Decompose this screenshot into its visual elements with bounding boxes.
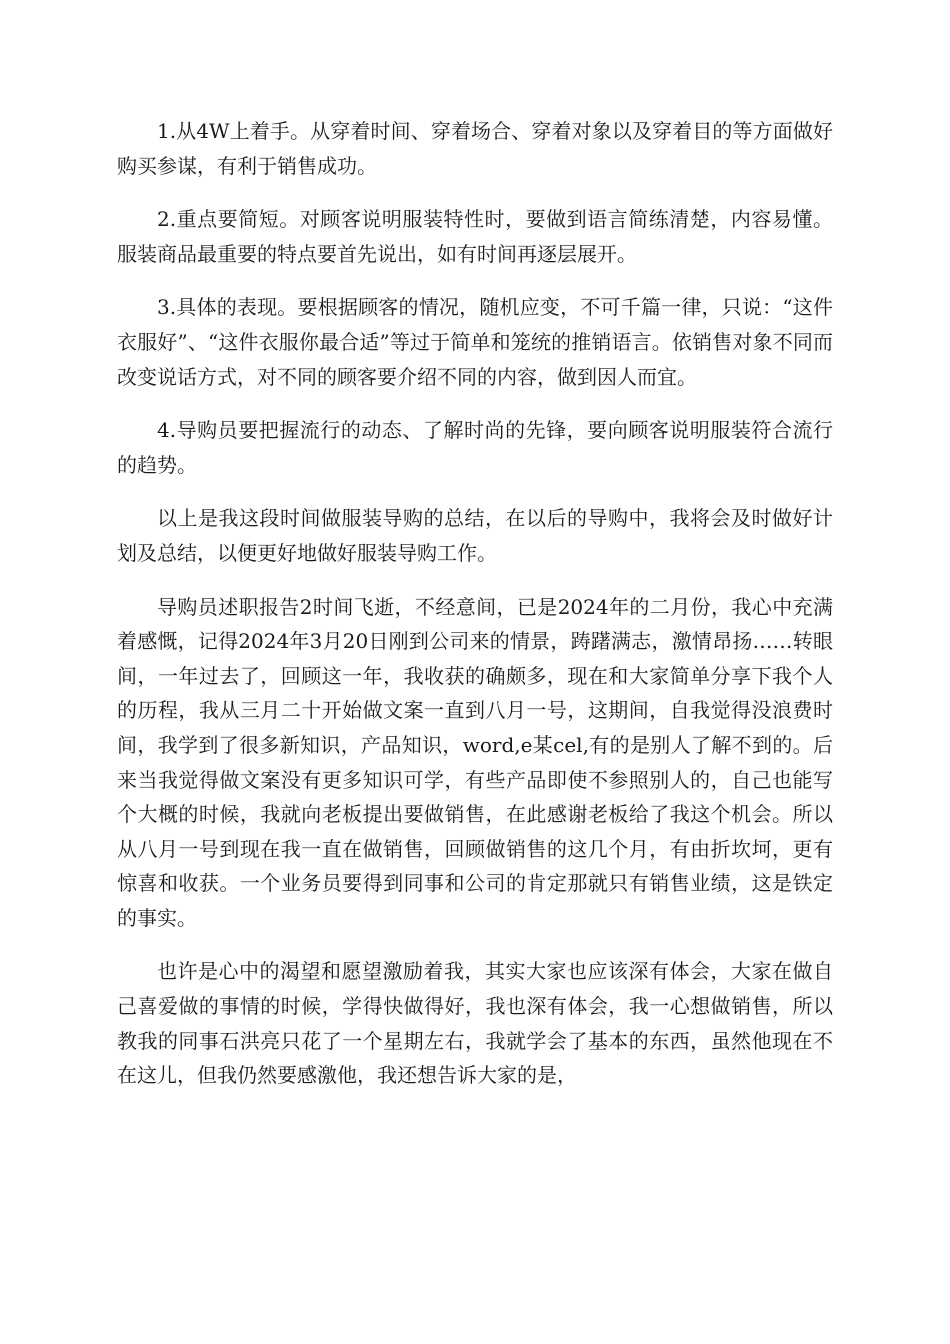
paragraph-tip-2: 2.重点要简短。对顾客说明服装特性时，要做到语言简练清楚，内容易懂。服装商品最重要的特点要首先说出，如有时间再逐层展开。 <box>117 207 833 266</box>
paragraph-report-intro: 导购员述职报告2时间飞逝，不经意间，已是2024年的二月份，我心中充满着感慨，记得2024年3月20日刚到公司来的情景，踌躇满志，激情昂扬……转眼间，一年过去了，回顾这一年，我收获的确颇多，现在和大家简单分享下我个人的历程，我从三月二十开始做文案一直到八月一号，这期间，自我觉得没浪费时间，我学到了很多新知识，产品知识，word,e某cel,有的是别人了解不到的。后来当我觉得做文案没有更多知识可学，有些产品即使不参照别人的，自己也能写个大概的时候，我就向老板提出要做销售，在此感谢老板给了我这个机会。所以从八月一号到现在我一直在做销售，回顾做销售的这几个月，有由折坎坷，更有惊喜和收获。一个业务员要得到同事和公司的肯定那就只有销售业绩，这是铁定的事实。 <box>117 594 833 930</box>
document-body <box>117 114 833 1112</box>
paragraph-tip-1: 1.从4W上着手。从穿着时间、穿着场合、穿着对象以及穿着目的等方面做好购买参谋，有利于销售成功。 <box>117 119 833 178</box>
paragraph-report-continued: 也许是心中的渴望和愿望激励着我，其实大家也应该深有体会，大家在做自己喜爱做的事情的时候，学得快做得好，我也深有体会，我一心想做销售，所以教我的同事石洪亮只花了一个星期左右，我就学会了基本的东西，虽然他现在不在这儿，但我仍然要感激他，我还想告诉大家的是， <box>117 959 833 1088</box>
paragraph-summary: 以上是我这段时间做服装导购的总结，在以后的导购中，我将会及时做好计划及总结，以便更好地做好服装导购工作。 <box>117 506 833 565</box>
paragraph-tip-4: 4.导购员要把握流行的动态、了解时尚的先锋，要向顾客说明服装符合流行的趋势。 <box>117 418 833 477</box>
paragraph-tip-3: 3.具体的表现。要根据顾客的情况，随机应变，不可千篇一律，只说：“这件衣服好”、“这件衣服你最合适”等过于简单和笼统的推销语言。依销售对象不同而改变说话方式，对不同的顾客要介绍不同的内容，做到因人而宜。 <box>117 295 833 389</box>
